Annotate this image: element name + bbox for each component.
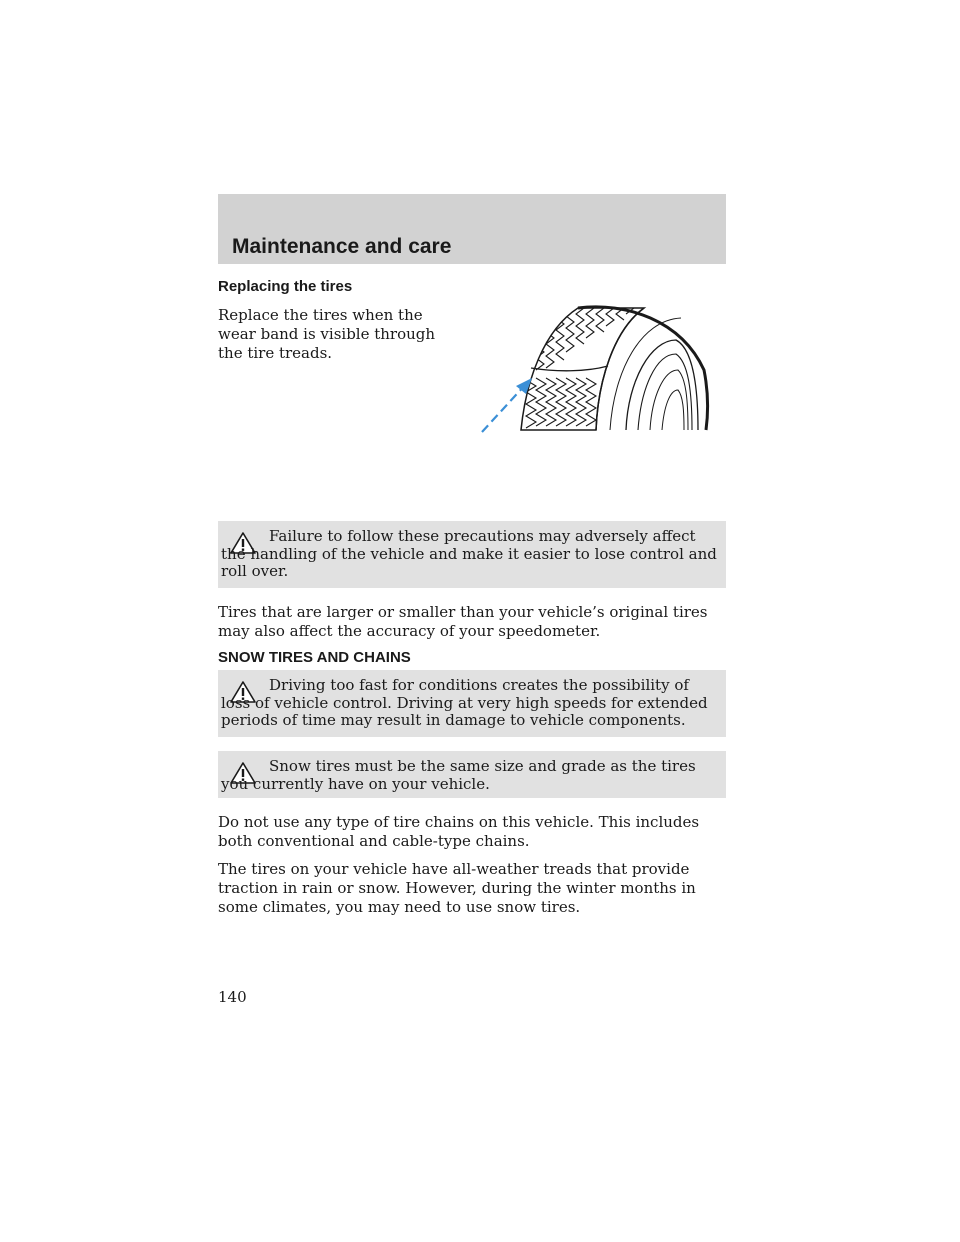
tire-wear-band-illustration (476, 300, 714, 438)
section-title: Maintenance and care (232, 235, 452, 258)
replacing-tires-heading: Replacing the tires (218, 278, 353, 295)
speed-warning-text: Driving too fast for conditions creates the possibility of loss of vehicle control. Driving at very high speeds for extended periods of time may result in damage to vehicle components. (221, 676, 708, 729)
rollover-warning-text: Failure to follow these precautions may adversely affect the handling of the vehicle and make it easier to lose control and roll over. (221, 527, 717, 580)
snow-tires-heading: SNOW TIRES AND CHAINS (218, 649, 411, 666)
speed-warning-box (218, 670, 726, 737)
tire-size-note: Tires that are larger or smaller than your vehicle’s original tires may also affect the accuracy of your speedometer. (218, 603, 708, 640)
snow-tire-size-warning-text: Snow tires must be the same size and grade as the tires you currently have on your vehicle. (221, 757, 696, 793)
tire-chains-note: Do not use any type of tire chains on this vehicle. This includes both conventional and cable-type chains. (218, 813, 700, 850)
wear-band-indicator-arrow (482, 384, 526, 432)
snow-tire-size-warning-box (218, 751, 726, 798)
replacing-tires-text: Replace the tires when the wear band is visible through the tire treads. (218, 306, 436, 362)
all-weather-treads-note: The tires on your vehicle have all-weather treads that provide traction in rain or snow. However, during the winter months in some climates, you may need to use snow tires. (218, 860, 696, 916)
section-header-band (218, 194, 726, 264)
rollover-warning-box (218, 521, 726, 588)
page-number: 140 (218, 988, 247, 1006)
